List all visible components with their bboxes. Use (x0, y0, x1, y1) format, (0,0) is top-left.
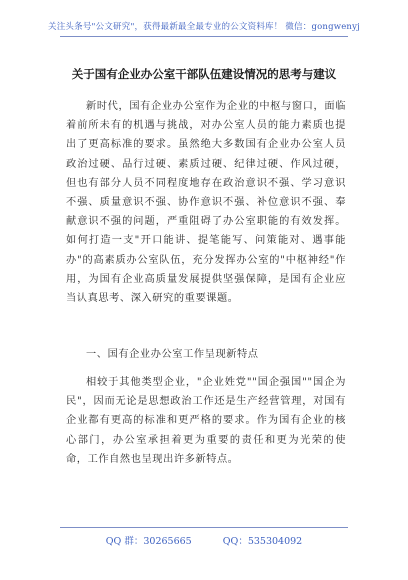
footer-qq-group: QQ 群：30265665 (105, 536, 192, 547)
header-note: 关注头条号"公文研究"，获得最新最全最专业的公文资料库！ 微信：gongwenyj (48, 22, 360, 32)
document-title: 关于国有企业办公室干部队伍建设情况的思考与建议 (71, 67, 337, 81)
body-paragraph-1: 新时代，国有企业办公室作为企业的中枢与窗口，面临着前所未有的机遇与挑战，对办公室人员的能力素质也提出了更高标准的要求。虽然绝大多数国有企业办公室人员政治过硬、品行过硬、素质过硬、纪律过硬、作风过硬，但也有部分人员不同程度地存在政治意识不强、学习意识不强、质量意识不强、协作意识不强、补位意识不强、奉献意识不强的问题，严重阻碍了办公室职能的有效发挥。如何打造一支"开口能讲、提笔能写、问策能对、遇事能办"的高素质办公室队伍，充分发挥办公室的"中枢神经"作用，为国有企业高质量发展提供坚强保障，是国有企业应当认真思考、深入研究的重要课题。 (66, 101, 346, 305)
footer-qq: QQ：535304092 (222, 536, 303, 547)
footer-contacts (0, 533, 408, 547)
body-paragraph-2: 相较于其他类型企业，"企业姓党""国企强国""国企为民"，因而无论是思想政治工作还是生产经营管理，对国有企业都有更高的标准和更严格的要求。作为国有企业的核心部门，办公室承担着更为重要的责任和更为光荣的使命，工作自然也呈现出许多新特点。 (66, 377, 346, 465)
footer-divider (60, 527, 348, 528)
header-divider (60, 36, 348, 37)
section-heading: 一、国有企业办公室工作呈现新特点 (86, 349, 259, 360)
